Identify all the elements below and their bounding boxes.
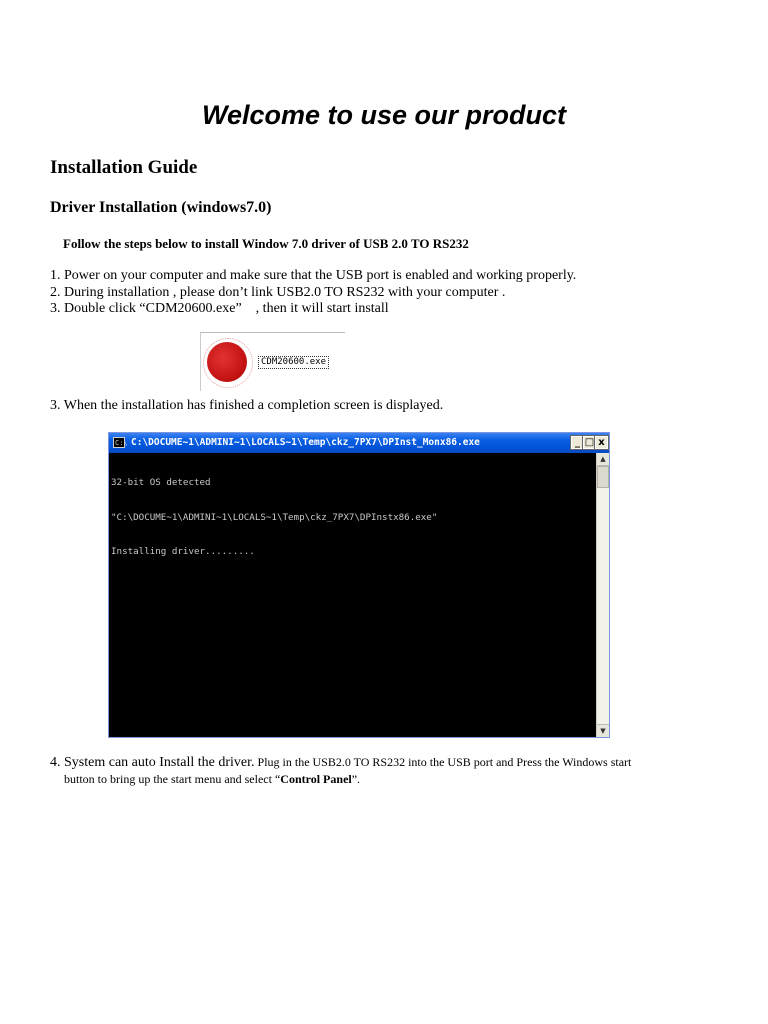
control-panel-label: Control Panel — [280, 772, 352, 786]
intro-text: Follow the steps below to install Window 7.0 driver of USB 2.0 TO RS232 — [63, 236, 469, 251]
step-4-rest: Plug in the USB2.0 TO RS232 into the USB port and Press the Windows start — [254, 755, 632, 769]
console-window — [108, 432, 610, 738]
cmd-icon: C:\ — [115, 439, 128, 447]
driver-installation-heading: Driver Installation (windows7.0) — [50, 199, 272, 216]
console-title: C:\DOCUME~1\ADMINI~1\LOCALS~1\Temp\ckz_7PX7\DPInst_Monx86.exe — [131, 437, 480, 448]
step-3: 3. Double click “CDM20600.exe” , then it will start install — [50, 301, 389, 316]
step-4-number: 4. — [50, 755, 64, 770]
console-line: 32-bit OS detected — [111, 477, 211, 488]
red-disc-icon — [207, 342, 247, 382]
console-line: "C:\DOCUME~1\ADMINI~1\LOCALS~1\Temp\ckz_7PX7\DPInstx86.exe" — [111, 511, 438, 523]
scroll-down-icon[interactable]: ▼ — [597, 724, 609, 737]
step-4 — [50, 754, 730, 787]
steps-list — [50, 268, 576, 318]
page-title: Welcome to use our product — [201, 100, 567, 130]
console-line: Installing driver......... — [111, 546, 255, 557]
installation-guide-heading: Installation Guide — [50, 157, 198, 178]
close-button[interactable]: x — [595, 436, 608, 449]
scroll-thumb[interactable] — [597, 466, 609, 488]
console-scrollbar[interactable] — [596, 453, 609, 737]
scroll-up-icon[interactable]: ▲ — [597, 453, 609, 466]
exe-filename: CDM20600.exe — [258, 356, 329, 369]
step-4-line2 — [50, 771, 730, 787]
console-titlebar[interactable] — [109, 433, 609, 453]
step-4-line2-pre: button to bring up the start menu and select “ — [64, 772, 281, 786]
step-2: 2. During installation , please don’t link USB2.0 TO RS232 with your computer . — [50, 284, 506, 300]
step-1: 1. Power on your computer and make sure that the USB port is enabled and working properly. — [50, 268, 577, 283]
maximize-button[interactable]: □ — [584, 437, 595, 448]
console-output — [111, 454, 595, 581]
minimize-button[interactable]: _ — [571, 436, 584, 449]
step-4-lead: System can auto Install the driver. — [64, 755, 255, 770]
cdm-exe-file[interactable] — [200, 332, 345, 391]
step-4-line2-post: ”. — [351, 772, 361, 786]
step-3-completion: 3. When the installation has finished a completion screen is displayed. — [50, 398, 444, 413]
